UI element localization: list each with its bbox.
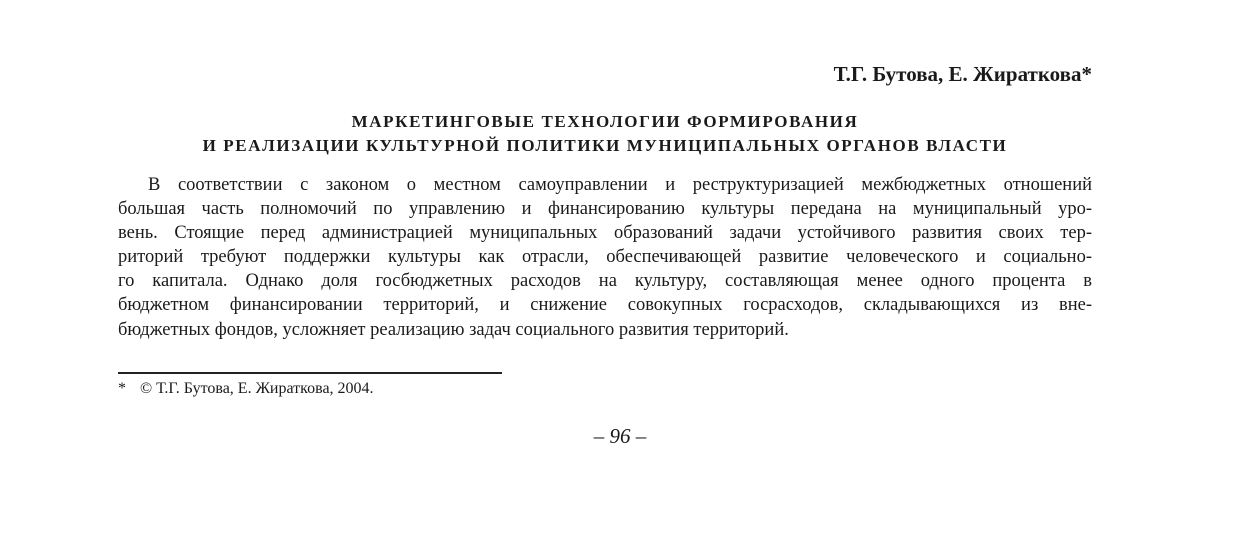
footnote-mark: * (118, 380, 126, 397)
footnote (118, 380, 374, 398)
title-line-2: И РЕАЛИЗАЦИИ КУЛЬТУРНОЙ ПОЛИТИКИ МУНИЦИПАЛЬНЫХ ОРГАНОВ ВЛАСТИ (202, 136, 1008, 155)
authors: Т.Г. Бутова, Е. Жираткова* (833, 62, 1092, 86)
paragraph-line-3: вень. Стоящие перед администрацией муниципальных образований задачи устойчивого развития своих тер- (118, 223, 1092, 243)
paragraph-line-2: большая часть полномочий по управлению и финансированию культуры передана на муниципальный уро- (118, 199, 1092, 219)
paragraph-line-7: бюджетных фондов, усложняет реализацию задач социального развития территорий. (118, 320, 789, 340)
page-number: – 96 – (593, 424, 647, 448)
title-line-1: МАРКЕТИНГОВЫЕ ТЕХНОЛОГИИ ФОРМИРОВАНИЯ (351, 112, 859, 131)
paragraph-line-4: риторий требуют поддержки культуры как отрасли, обеспечивающей развитие человеческого и социально- (118, 247, 1092, 267)
paragraph-line-5: го капитала. Однако доля госбюджетных расходов на культуру, составляющая менее одного процента в (118, 271, 1092, 291)
footnote-divider (118, 372, 502, 374)
paragraph-line-6: бюджетном финансировании территорий, и снижение совокупных госрасходов, складывающихся из вне- (118, 295, 1092, 315)
paragraph-line-1: В соответствии с законом о местном самоуправлении и реструктуризацией межбюджетных отношений (148, 175, 1092, 195)
footnote-text: © Т.Г. Бутова, Е. Жираткова, 2004. (140, 380, 374, 397)
